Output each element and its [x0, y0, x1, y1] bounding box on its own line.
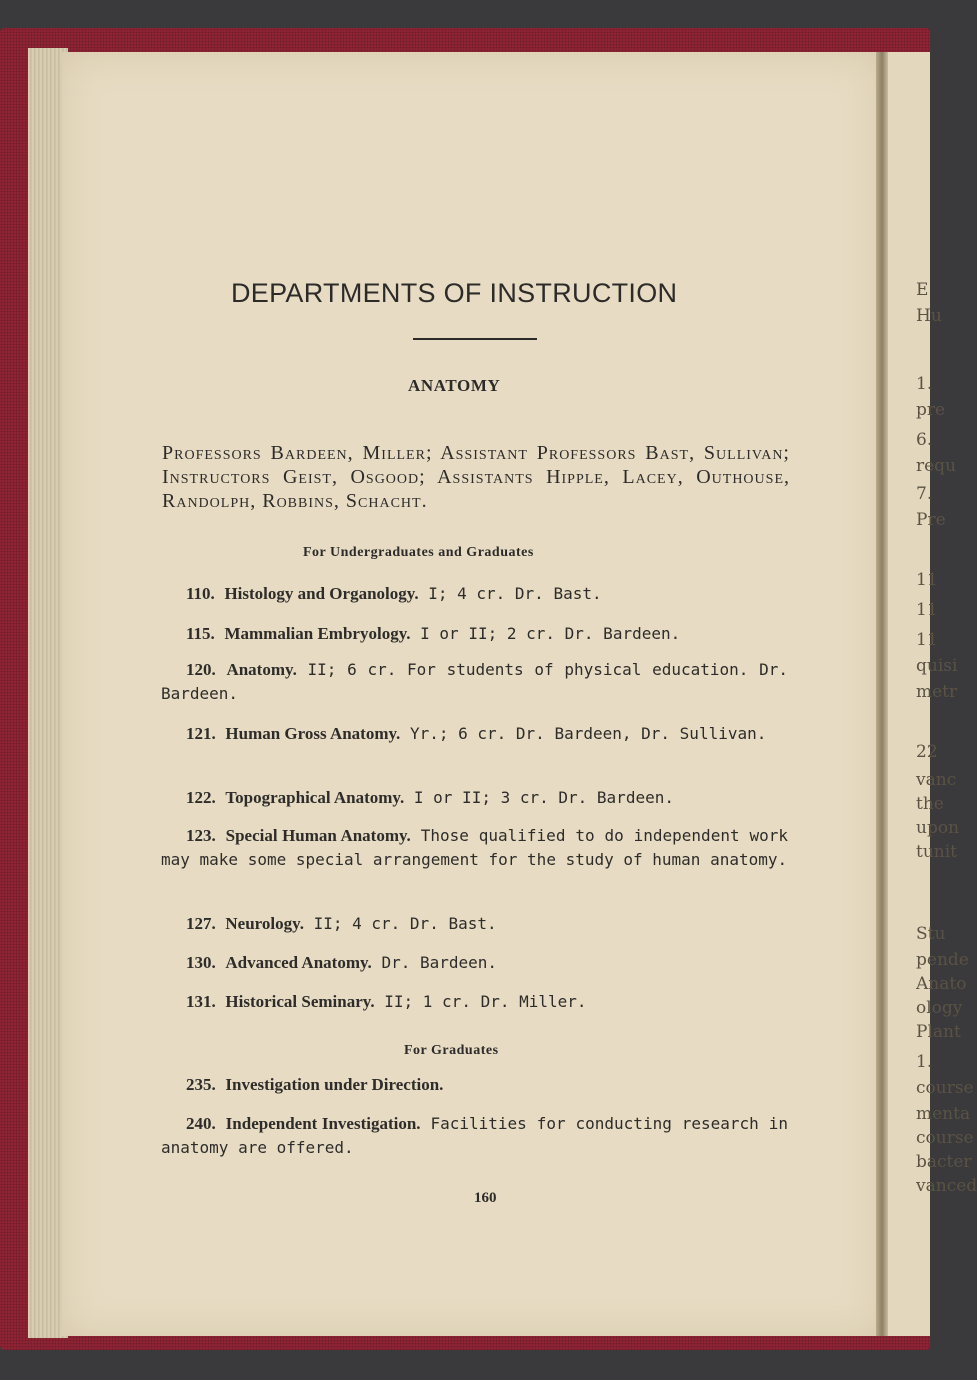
course-title: Anatomy. [226, 660, 297, 679]
course-entry [161, 1112, 788, 1160]
course-title: Special Human Anatomy. [225, 826, 411, 845]
title-divider [413, 338, 537, 340]
section-heading-graduates: For Graduates [404, 1043, 499, 1058]
course-description: I or II; 3 cr. Dr. Bardeen. [413, 788, 674, 807]
course-number: 121. [186, 724, 216, 743]
next-page-text: course [916, 1078, 974, 1098]
course-title: Advanced Anatomy. [225, 953, 372, 972]
next-page-text: 11 [916, 570, 938, 590]
next-page-text: ology [916, 998, 963, 1018]
next-page-text: upon [916, 818, 960, 838]
course-entry [161, 722, 788, 746]
course-entry [161, 990, 788, 1014]
next-page-text: 1. [916, 1052, 933, 1072]
course-entry [161, 582, 788, 606]
next-page-text: 6. [916, 430, 933, 450]
next-page-text: 11 [916, 600, 938, 620]
section-heading-undergrad: For Undergraduates and Graduates [303, 545, 534, 560]
course-title: Independent Investigation. [225, 1114, 421, 1133]
course-description: Dr. Bardeen. [381, 953, 498, 972]
next-page-text: tunit [916, 842, 957, 862]
course-title: Topographical Anatomy. [225, 788, 405, 807]
course-title: Historical Seminary. [225, 992, 375, 1011]
course-entry [161, 786, 788, 810]
next-page-text: course [916, 1128, 974, 1148]
course-description: II; 4 cr. Dr. Bast. [313, 914, 497, 933]
course-description: II; 6 cr. For students of physical education. Dr. Bardeen. [161, 660, 789, 703]
course-description: I or II; 2 cr. Dr. Bardeen. [420, 624, 681, 643]
next-page-text: quisi [916, 656, 958, 676]
next-page-text: the [916, 794, 944, 814]
next-page-text: 1. [916, 374, 933, 394]
department-heading: ANATOMY [408, 376, 501, 395]
next-page-text: Anato [916, 974, 967, 994]
course-number: 127. [186, 914, 216, 933]
course-entry [161, 1073, 788, 1097]
next-page-text: requ [916, 456, 957, 476]
course-description: I; 4 cr. Dr. Bast. [428, 584, 602, 603]
next-page-text: Pre [916, 510, 946, 530]
course-entry [161, 824, 788, 872]
next-page-text: metr [916, 682, 958, 702]
page-title: DEPARTMENTS OF INSTRUCTION [231, 278, 678, 308]
course-number: 120. [186, 660, 216, 679]
course-entry [161, 658, 788, 706]
course-number: 235. [186, 1075, 216, 1094]
course-number: 130. [186, 953, 216, 972]
course-entry [161, 622, 788, 646]
next-page-text: vanced [916, 1176, 977, 1196]
course-description: Facilities for conducting research in anatomy are offered. [161, 1114, 788, 1157]
course-description: Those qualified to do independent work may make some special arrangement for the study of human anatomy. [161, 826, 788, 869]
next-page-text: 11 [916, 630, 938, 650]
next-page-text: Hu [916, 306, 942, 326]
course-title: Neurology. [225, 914, 304, 933]
next-page-text: Plant [916, 1022, 961, 1042]
next-page-text: bacter [916, 1152, 972, 1172]
staff-list: Professors Bardeen, Miller; Assistant Professors Bast, Sullivan; Instructors Geist, Osgood; Assistants Hipple, Lacey, Outhouse, Randolph, Robbins, Schacht. [162, 442, 790, 512]
next-page-text: pre [916, 400, 946, 420]
course-entry [161, 912, 788, 936]
next-page-text: 7. [916, 484, 933, 504]
next-page-text: vanc [916, 770, 957, 790]
course-number: 123. [186, 826, 216, 845]
course-title: Mammalian Embryology. [224, 624, 411, 643]
course-description: Yr.; 6 cr. Dr. Bardeen, Dr. Sullivan. [409, 724, 767, 743]
next-page-text: menta [916, 1104, 971, 1124]
course-title: Investigation under Direction. [225, 1075, 444, 1094]
course-number: 240. [186, 1114, 216, 1133]
course-number: 122. [186, 788, 216, 807]
next-page-text: E [916, 280, 929, 300]
next-page-text: pende [916, 950, 969, 970]
course-title: Human Gross Anatomy. [225, 724, 401, 743]
next-page-text: Stu [916, 924, 946, 944]
course-number: 115. [186, 624, 215, 643]
course-title: Histology and Organology. [224, 584, 419, 603]
course-description: II; 1 cr. Dr. Miller. [384, 992, 587, 1011]
next-page-text: 22 [916, 742, 938, 762]
course-number: 110. [186, 584, 215, 603]
page-number: 160 [474, 1190, 497, 1206]
course-entry [161, 951, 788, 975]
course-number: 131. [186, 992, 216, 1011]
